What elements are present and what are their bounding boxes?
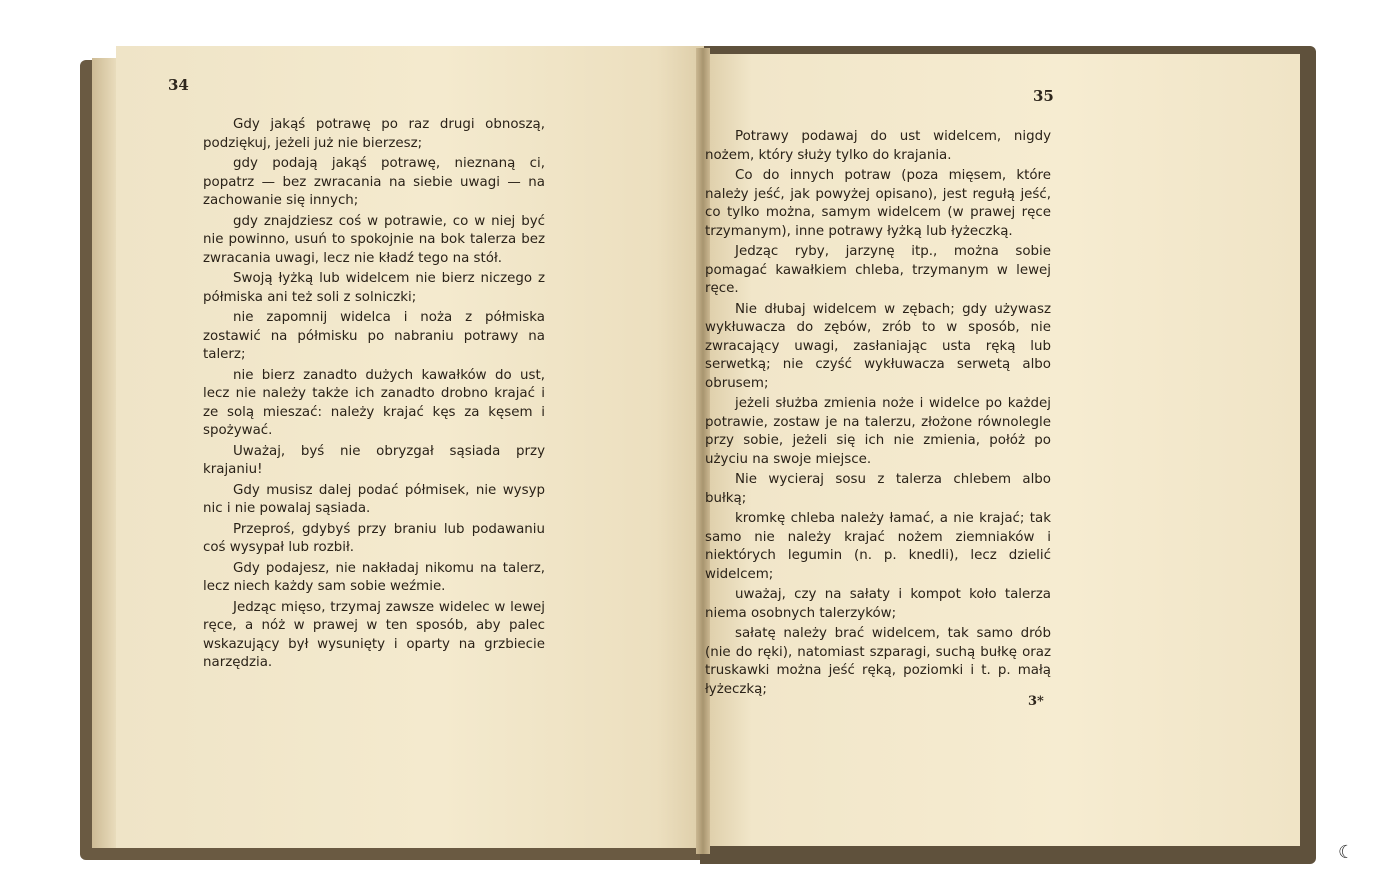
paragraph: Gdy musisz dalej podać półmisek, nie wysyp nic i nie powalaj sąsiada. <box>203 482 545 516</box>
paragraph: Jedząc ryby, jarzynę itp., można sobie pomagać kawałkiem chleba, trzymanym w lewej ręce. <box>705 244 1051 296</box>
paragraph: Jedząc mięso, trzymaj zawsze widelec w lewej ręce, a nóż w prawej w ten sposób, aby palec wskazujący był wysunięty i oparty na grzbiecie narzędzia. <box>203 599 545 670</box>
paragraph: nie bierz zanadto dużych kawałków do ust, lecz nie należy także ich zanadto drobno krajać i ze solą mieszać: należy krajać kęs za kęsem i spożywać. <box>203 367 545 438</box>
printer-signature-mark: 3* <box>1028 694 1044 709</box>
paragraph: Gdy podajesz, nie nakładaj nikomu na talerz, lecz niech każdy sam sobie weźmie. <box>203 560 545 594</box>
paragraph: Nie wycieraj sosu z talerza chlebem albo bułką; <box>705 472 1051 506</box>
paragraph: Uważaj, byś nie obryzgał sąsiada przy krajaniu! <box>203 443 545 477</box>
left-page-text <box>203 116 545 675</box>
paragraph: gdy podają jakąś potrawę, nieznaną ci, popatrz — bez zwracania na siebie uwagi — na zachowanie się innych; <box>203 156 545 208</box>
paragraph: kromkę chleba należy łamać, a nie krajać; tak samo nie należy krajać nożem ziemniaków i niektórych legumin (n. p. knedli), lecz dzielić widelcem; <box>705 511 1051 582</box>
paragraph: Gdy jakąś potrawę po raz drugi obnoszą, podziękuj, jeżeli już nie bierzesz; <box>203 117 545 151</box>
right-page-text <box>705 128 1051 701</box>
paragraph: nie zapomnij widelca i noża z półmiska zostawić na półmisku po nabraniu potrawy na talerz; <box>203 310 545 362</box>
right-page-number: 35 <box>1033 87 1054 105</box>
paragraph: uważaj, czy na sałaty i kompot koło talerza niema osobnych talerzyków; <box>705 587 1051 621</box>
paragraph: Potrawy podawaj do ust widelcem, nigdy nożem, który służy tylko do krajania. <box>705 129 1051 163</box>
paragraph: Przeproś, gdybyś przy braniu lub podawaniu coś wysypał lub rozbił. <box>203 521 545 555</box>
paragraph: jeżeli służba zmienia noże i widelce po każdej potrawie, zostaw je na talerzu, złożone równolegle przy sobie, jeżeli się ich nie zmienia, połóż po użyciu na swoje miejsce. <box>705 396 1051 467</box>
paragraph: sałatę należy brać widelcem, tak samo drób (nie do ręki), natomiast szparagi, suchą bułkę oraz truskawki można jeść ręką, poziomki i t. p. małą łyżeczką; <box>705 626 1051 697</box>
paragraph: Swoją łyżką lub widelcem nie bierz niczego z półmiska ani też soli z solniczki; <box>203 271 545 305</box>
corner-mark-icon: ☾ <box>1338 842 1355 863</box>
left-page-number: 34 <box>168 76 189 94</box>
paragraph: gdy znajdziesz coś w potrawie, co w niej być nie powinno, usuń to spokojnie na bok talerza bez zwracania uwagi, lecz nie kładź tego na stół. <box>203 213 545 266</box>
paragraph: Nie dłubaj widelcem w zębach; gdy używasz wykłuwacza do zębów, zrób to w sposób, nie zwracający uwagi, zasłaniając usta ręką lub serwetką; nie czyść wykłuwacza serwetą albo obrusem; <box>705 301 1051 391</box>
paragraph: Co do innych potraw (poza mięsem, które należy jeść, jak powyżej opisano), jest regułą jeść, co tylko można, samym widelcem (w prawej ręce trzymanym), inne potrawy łyżką lub łyżeczką. <box>705 168 1051 239</box>
